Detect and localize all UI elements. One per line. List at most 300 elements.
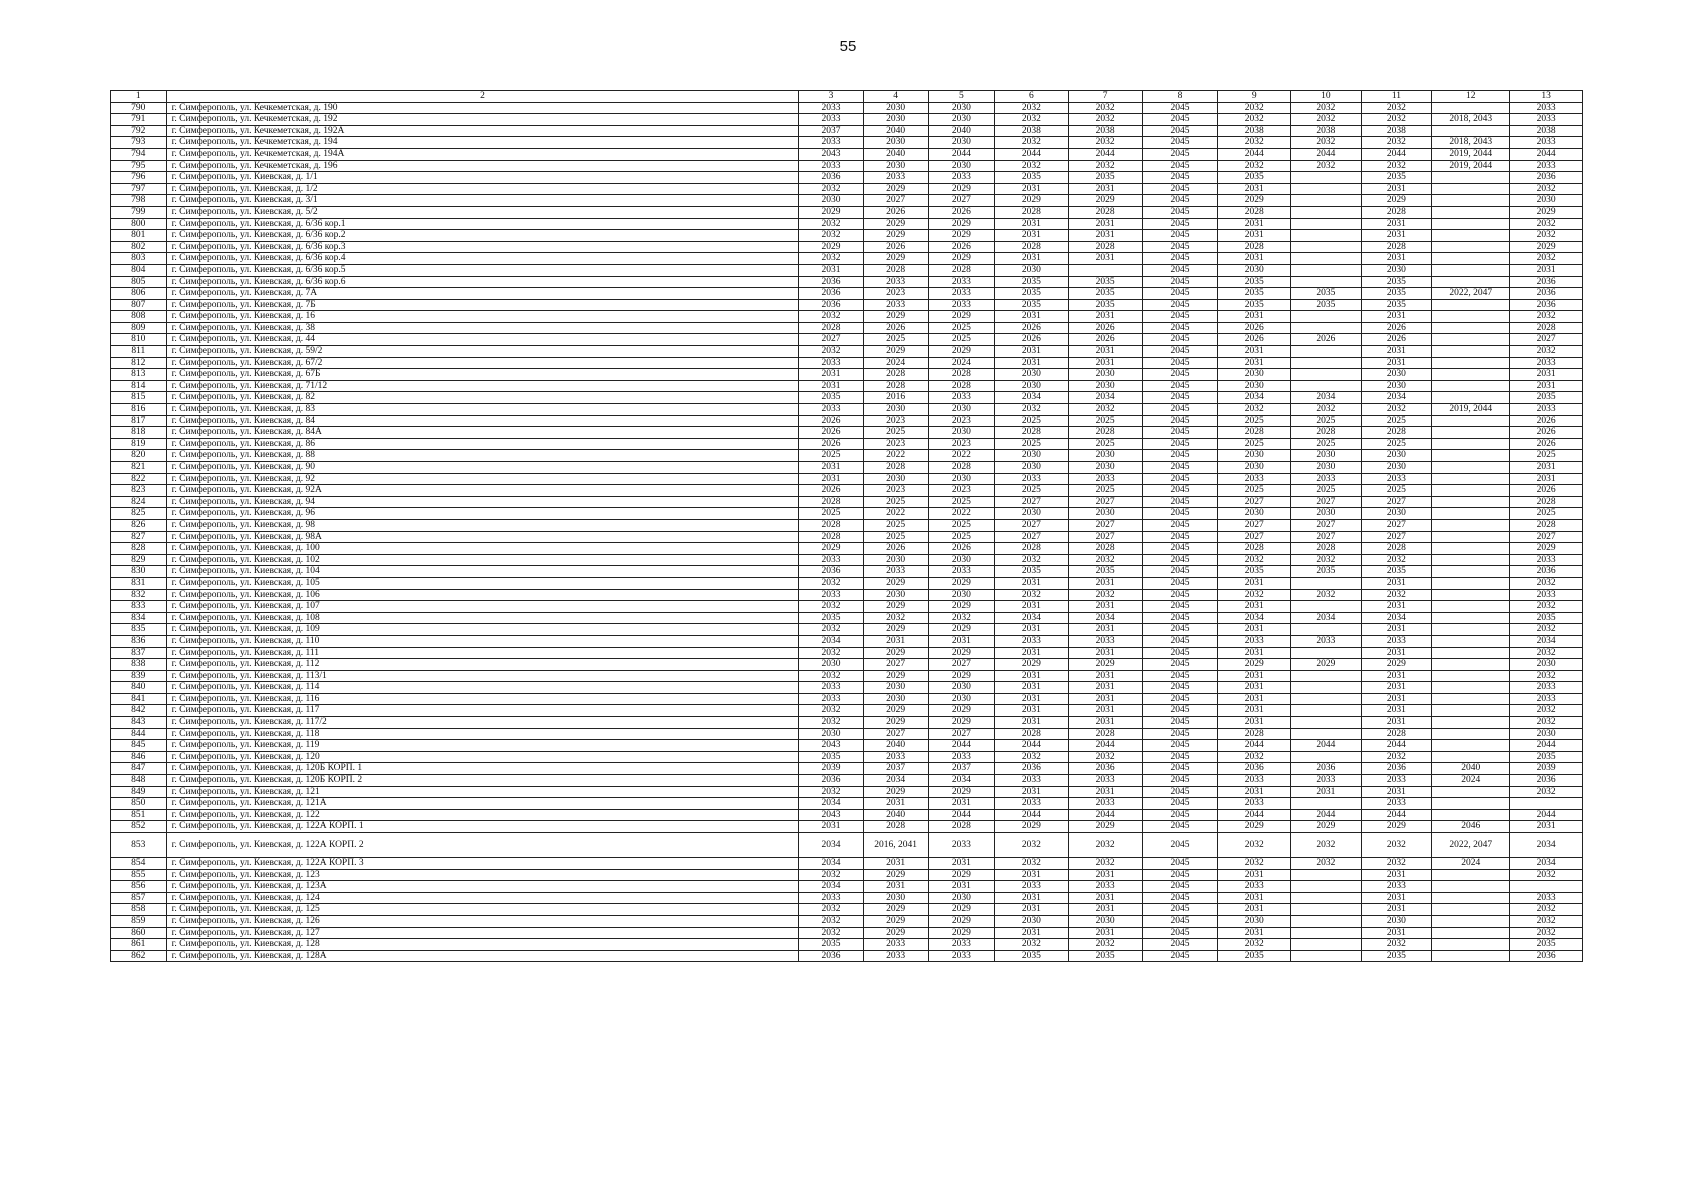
address-cell: г. Симферополь, ул. Киевская, д. 118 xyxy=(166,728,799,740)
year-cell xyxy=(1291,798,1362,810)
year-cell: 2035 xyxy=(799,392,863,404)
table-row xyxy=(111,369,1583,381)
year-cell: 2030 xyxy=(995,508,1069,520)
year-cell xyxy=(1432,693,1510,705)
address-cell: г. Симферополь, ул. Киевская, д. 127 xyxy=(166,927,799,939)
year-cell: 2033 xyxy=(1068,635,1142,647)
row-number-cell: 795 xyxy=(111,160,167,172)
address-cell: г. Симферополь, ул. Киевская, д. 114 xyxy=(166,682,799,694)
row-number-cell: 806 xyxy=(111,288,167,300)
table-row xyxy=(111,450,1583,462)
year-cell: 2027 xyxy=(863,195,928,207)
year-cell: 2029 xyxy=(863,786,928,798)
year-cell xyxy=(1291,717,1362,729)
table-row xyxy=(111,589,1583,601)
table-row xyxy=(111,137,1583,149)
year-cell: 2040 xyxy=(928,125,994,137)
table-row xyxy=(111,322,1583,334)
year-cell: 2033 xyxy=(799,102,863,114)
year-cell xyxy=(1432,102,1510,114)
year-cell: 2035 xyxy=(1218,288,1291,300)
year-cell: 2030 xyxy=(928,554,994,566)
year-cell: 2044 xyxy=(928,809,994,821)
year-cell: 2033 xyxy=(928,392,994,404)
year-cell: 2028 xyxy=(1068,543,1142,555)
year-cell: 2032 xyxy=(1361,114,1432,126)
year-cell xyxy=(1432,519,1510,531)
table-row xyxy=(111,786,1583,798)
row-number-cell: 809 xyxy=(111,322,167,334)
table-row xyxy=(111,647,1583,659)
year-cell: 2030 xyxy=(995,380,1069,392)
year-cell: 2030 xyxy=(1068,462,1142,474)
year-cell: 2045 xyxy=(1142,496,1218,508)
year-cell: 2032 xyxy=(1510,927,1583,939)
year-cell: 2026 xyxy=(799,427,863,439)
year-cell: 2024 xyxy=(1432,858,1510,870)
table-row xyxy=(111,485,1583,497)
year-cell: 2030 xyxy=(1510,195,1583,207)
year-cell xyxy=(1432,299,1510,311)
year-cell: 2045 xyxy=(1142,531,1218,543)
year-cell: 2036 xyxy=(1510,276,1583,288)
address-cell: г. Симферополь, ул. Киевская, д. 6/36 кор.5 xyxy=(166,264,799,276)
year-cell: 2030 xyxy=(1218,915,1291,927)
year-cell: 2026 xyxy=(1510,485,1583,497)
year-cell: 2044 xyxy=(1510,148,1583,160)
row-number-cell: 849 xyxy=(111,786,167,798)
year-cell: 2030 xyxy=(1218,508,1291,520)
year-cell: 2032 xyxy=(1510,915,1583,927)
address-cell: г. Симферополь, ул. Киевская, д. 1/2 xyxy=(166,183,799,195)
year-cell: 2033 xyxy=(799,892,863,904)
address-cell: г. Симферополь, ул. Киевская, д. 128А xyxy=(166,950,799,962)
table-row xyxy=(111,334,1583,346)
year-cell: 2033 xyxy=(1510,137,1583,149)
year-cell: 2031 xyxy=(995,869,1069,881)
year-cell: 2030 xyxy=(1218,264,1291,276)
year-cell: 2029 xyxy=(928,624,994,636)
year-cell xyxy=(1432,717,1510,729)
year-cell: 2022 xyxy=(928,508,994,520)
address-cell: г. Симферополь, ул. Киевская, д. 123А xyxy=(166,881,799,893)
year-cell: 2032 xyxy=(1291,554,1362,566)
year-cell: 2031 xyxy=(1218,357,1291,369)
table-row xyxy=(111,740,1583,752)
year-cell: 2030 xyxy=(928,473,994,485)
year-cell: 2045 xyxy=(1142,717,1218,729)
year-cell: 2035 xyxy=(1068,950,1142,962)
year-cell: 2031 xyxy=(1361,693,1432,705)
year-cell: 2033 xyxy=(928,833,994,858)
year-cell: 2028 xyxy=(863,264,928,276)
year-cell: 2035 xyxy=(995,288,1069,300)
year-cell xyxy=(1291,904,1362,916)
year-cell: 2045 xyxy=(1142,775,1218,787)
row-number-cell: 801 xyxy=(111,230,167,242)
address-cell: г. Симферополь, ул. Киевская, д. 108 xyxy=(166,612,799,624)
year-cell: 2033 xyxy=(1068,881,1142,893)
row-number-cell: 843 xyxy=(111,717,167,729)
year-cell: 2035 xyxy=(995,566,1069,578)
year-cell: 2032 xyxy=(1361,404,1432,416)
year-cell xyxy=(1432,438,1510,450)
year-cell: 2034 xyxy=(1068,612,1142,624)
year-cell: 2045 xyxy=(1142,915,1218,927)
row-number-cell: 858 xyxy=(111,904,167,916)
year-cell: 2026 xyxy=(1510,438,1583,450)
year-cell: 2045 xyxy=(1142,601,1218,613)
year-cell: 2024 xyxy=(863,357,928,369)
year-cell: 2033 xyxy=(1510,357,1583,369)
year-cell: 2035 xyxy=(1068,288,1142,300)
address-cell: г. Симферополь, ул. Киевская, д. 112 xyxy=(166,659,799,671)
year-cell: 2026 xyxy=(863,241,928,253)
year-cell xyxy=(1291,172,1362,184)
year-cell: 2028 xyxy=(1218,206,1291,218)
year-cell: 2033 xyxy=(1218,775,1291,787)
year-cell: 2034 xyxy=(799,881,863,893)
year-cell: 2032 xyxy=(799,253,863,265)
year-cell: 2032 xyxy=(799,717,863,729)
year-cell: 2036 xyxy=(799,566,863,578)
address-cell: г. Симферополь, ул. Киевская, д. 6/36 кор.2 xyxy=(166,230,799,242)
year-cell: 2045 xyxy=(1142,763,1218,775)
year-cell: 2045 xyxy=(1142,334,1218,346)
year-cell: 2032 xyxy=(799,346,863,358)
year-cell: 2029 xyxy=(995,659,1069,671)
year-cell: 2035 xyxy=(1218,566,1291,578)
year-cell: 2029 xyxy=(995,821,1069,833)
row-number-cell: 840 xyxy=(111,682,167,694)
year-cell: 2033 xyxy=(863,172,928,184)
year-cell xyxy=(1432,659,1510,671)
year-cell: 2040 xyxy=(1432,763,1510,775)
year-cell: 2031 xyxy=(1510,462,1583,474)
address-cell: г. Симферополь, ул. Киевская, д. 38 xyxy=(166,322,799,334)
year-cell: 2028 xyxy=(1361,427,1432,439)
year-cell xyxy=(1432,357,1510,369)
year-cell: 2044 xyxy=(1068,740,1142,752)
year-cell: 2035 xyxy=(1218,299,1291,311)
row-number-cell: 816 xyxy=(111,404,167,416)
year-cell: 2034 xyxy=(1361,612,1432,624)
address-cell: г. Симферополь, ул. Киевская, д. 122А КОРП. 2 xyxy=(166,833,799,858)
year-cell xyxy=(1432,276,1510,288)
year-cell xyxy=(1432,450,1510,462)
year-cell: 2030 xyxy=(995,462,1069,474)
year-cell: 2045 xyxy=(1142,927,1218,939)
year-cell: 2030 xyxy=(1291,462,1362,474)
address-cell: г. Симферополь, ул. Киевская, д. 83 xyxy=(166,404,799,416)
year-cell: 2032 xyxy=(799,647,863,659)
year-cell: 2031 xyxy=(1068,346,1142,358)
year-cell: 2035 xyxy=(1068,276,1142,288)
year-cell xyxy=(1291,311,1362,323)
year-cell: 2031 xyxy=(799,369,863,381)
year-cell: 2027 xyxy=(863,728,928,740)
year-cell: 2032 xyxy=(1361,554,1432,566)
year-cell xyxy=(1432,589,1510,601)
row-number-cell: 844 xyxy=(111,728,167,740)
year-cell: 2031 xyxy=(799,821,863,833)
year-cell xyxy=(1432,206,1510,218)
table-row xyxy=(111,939,1583,951)
row-number-cell: 851 xyxy=(111,809,167,821)
year-cell: 2032 xyxy=(1068,554,1142,566)
address-cell: г. Симферополь, ул. Киевская, д. 120 xyxy=(166,751,799,763)
year-cell: 2027 xyxy=(799,334,863,346)
year-cell: 2027 xyxy=(1361,519,1432,531)
year-cell: 2030 xyxy=(1068,450,1142,462)
year-cell: 2043 xyxy=(799,740,863,752)
year-cell xyxy=(1291,705,1362,717)
year-cell: 2032 xyxy=(1510,869,1583,881)
row-number-cell: 796 xyxy=(111,172,167,184)
year-cell: 2045 xyxy=(1142,624,1218,636)
year-cell: 2030 xyxy=(1361,369,1432,381)
year-cell: 2033 xyxy=(1068,775,1142,787)
year-cell: 2025 xyxy=(1068,438,1142,450)
year-cell: 2029 xyxy=(1510,206,1583,218)
year-cell xyxy=(1432,334,1510,346)
year-cell: 2031 xyxy=(995,892,1069,904)
year-cell: 2032 xyxy=(1510,624,1583,636)
year-cell: 2035 xyxy=(1068,566,1142,578)
year-cell: 2033 xyxy=(1361,775,1432,787)
table-row xyxy=(111,624,1583,636)
year-cell: 2031 xyxy=(1361,577,1432,589)
year-cell: 2029 xyxy=(863,253,928,265)
table-row xyxy=(111,253,1583,265)
year-cell: 2032 xyxy=(995,833,1069,858)
year-cell: 2031 xyxy=(1218,601,1291,613)
year-cell: 2045 xyxy=(1142,241,1218,253)
year-cell: 2029 xyxy=(928,904,994,916)
address-cell: г. Симферополь, ул. Киевская, д. 117 xyxy=(166,705,799,717)
year-cell: 2036 xyxy=(799,172,863,184)
table-row xyxy=(111,392,1583,404)
table-row xyxy=(111,577,1583,589)
year-cell: 2037 xyxy=(799,125,863,137)
year-cell: 2031 xyxy=(1361,904,1432,916)
year-cell: 2027 xyxy=(1291,531,1362,543)
year-cell xyxy=(1432,798,1510,810)
year-cell: 2032 xyxy=(1068,939,1142,951)
year-cell: 2033 xyxy=(1218,473,1291,485)
year-cell: 2029 xyxy=(863,577,928,589)
year-cell xyxy=(1432,612,1510,624)
year-cell: 2031 xyxy=(1361,927,1432,939)
year-cell: 2033 xyxy=(799,137,863,149)
row-number-cell: 822 xyxy=(111,473,167,485)
address-cell: г. Симферополь, ул. Киевская, д. 106 xyxy=(166,589,799,601)
year-cell: 2045 xyxy=(1142,670,1218,682)
year-cell: 2045 xyxy=(1142,858,1218,870)
address-cell: г. Симферополь, ул. Киевская, д. 98 xyxy=(166,519,799,531)
year-cell: 2040 xyxy=(863,809,928,821)
year-cell xyxy=(1291,264,1362,276)
year-cell: 2033 xyxy=(1218,881,1291,893)
year-cell: 2031 xyxy=(1068,892,1142,904)
year-cell: 2031 xyxy=(1361,346,1432,358)
address-cell: г. Симферополь, ул. Киевская, д. 124 xyxy=(166,892,799,904)
address-cell: г. Симферополь, ул. Киевская, д. 104 xyxy=(166,566,799,578)
row-number-cell: 812 xyxy=(111,357,167,369)
year-cell: 2031 xyxy=(1218,230,1291,242)
year-cell: 2016, 2041 xyxy=(863,833,928,858)
year-cell: 2034 xyxy=(1291,392,1362,404)
address-cell: г. Симферополь, ул. Киевская, д. 84А xyxy=(166,427,799,439)
year-cell: 2033 xyxy=(995,635,1069,647)
year-cell: 2033 xyxy=(863,276,928,288)
year-cell: 2045 xyxy=(1142,869,1218,881)
header-row xyxy=(111,91,1583,103)
address-cell: г. Симферополь, ул. Киевская, д. 123 xyxy=(166,869,799,881)
year-cell: 2031 xyxy=(1361,183,1432,195)
year-cell: 2019, 2044 xyxy=(1432,404,1510,416)
table-row xyxy=(111,693,1583,705)
year-cell: 2032 xyxy=(863,612,928,624)
year-cell: 2045 xyxy=(1142,380,1218,392)
year-cell: 2025 xyxy=(1291,438,1362,450)
year-cell: 2032 xyxy=(799,183,863,195)
address-cell: г. Симферополь, ул. Киевская, д. 90 xyxy=(166,462,799,474)
year-cell: 2029 xyxy=(863,869,928,881)
table-row xyxy=(111,473,1583,485)
year-cell: 2025 xyxy=(928,322,994,334)
year-cell: 2026 xyxy=(1218,334,1291,346)
year-cell: 2045 xyxy=(1142,392,1218,404)
year-cell: 2029 xyxy=(799,241,863,253)
year-cell xyxy=(1291,230,1362,242)
page-number: 55 xyxy=(839,38,857,55)
year-cell: 2027 xyxy=(1218,531,1291,543)
year-cell: 2029 xyxy=(1218,821,1291,833)
year-cell: 2026 xyxy=(995,334,1069,346)
year-cell: 2031 xyxy=(1510,264,1583,276)
year-cell: 2032 xyxy=(1218,751,1291,763)
year-cell: 2025 xyxy=(863,496,928,508)
year-cell: 2031 xyxy=(1068,717,1142,729)
year-cell: 2026 xyxy=(928,543,994,555)
year-cell: 2031 xyxy=(1068,577,1142,589)
year-cell: 2032 xyxy=(799,904,863,916)
year-cell: 2028 xyxy=(928,462,994,474)
year-cell: 2031 xyxy=(1218,927,1291,939)
year-cell: 2045 xyxy=(1142,160,1218,172)
address-cell: г. Симферополь, ул. Киевская, д. 96 xyxy=(166,508,799,520)
table-row xyxy=(111,415,1583,427)
year-cell: 2029 xyxy=(1218,195,1291,207)
year-cell: 2031 xyxy=(1218,183,1291,195)
year-cell: 2044 xyxy=(928,148,994,160)
year-cell: 2045 xyxy=(1142,415,1218,427)
year-cell: 2034 xyxy=(928,775,994,787)
year-cell: 2035 xyxy=(1218,950,1291,962)
address-cell: г. Симферополь, ул. Кечкеметская, д. 194А xyxy=(166,148,799,160)
year-cell: 2044 xyxy=(1291,740,1362,752)
table-row xyxy=(111,950,1583,962)
row-number-cell: 791 xyxy=(111,114,167,126)
year-cell: 2044 xyxy=(1291,148,1362,160)
year-cell: 2030 xyxy=(1068,369,1142,381)
year-cell: 2030 xyxy=(863,554,928,566)
year-cell: 2036 xyxy=(799,775,863,787)
row-number-cell: 857 xyxy=(111,892,167,904)
year-cell: 2031 xyxy=(1361,717,1432,729)
year-cell: 2045 xyxy=(1142,172,1218,184)
year-cell: 2033 xyxy=(863,751,928,763)
row-number-cell: 817 xyxy=(111,415,167,427)
year-cell: 2032 xyxy=(1291,160,1362,172)
column-header-2: 2 xyxy=(166,91,799,103)
year-cell: 2033 xyxy=(1361,798,1432,810)
year-cell: 2027 xyxy=(1218,519,1291,531)
address-cell: г. Симферополь, ул. Кечкеметская, д. 192А xyxy=(166,125,799,137)
row-number-cell: 855 xyxy=(111,869,167,881)
year-cell: 2032 xyxy=(799,927,863,939)
year-cell: 2031 xyxy=(995,647,1069,659)
year-cell xyxy=(1432,939,1510,951)
year-cell: 2032 xyxy=(995,102,1069,114)
row-number-cell: 824 xyxy=(111,496,167,508)
row-number-cell: 823 xyxy=(111,485,167,497)
year-cell: 2027 xyxy=(928,195,994,207)
year-cell: 2036 xyxy=(799,276,863,288)
year-cell: 2033 xyxy=(1361,881,1432,893)
year-cell: 2029 xyxy=(863,346,928,358)
year-cell: 2019, 2044 xyxy=(1432,160,1510,172)
year-cell: 2029 xyxy=(1510,241,1583,253)
year-cell xyxy=(1432,195,1510,207)
year-cell xyxy=(1291,380,1362,392)
year-cell: 2030 xyxy=(863,160,928,172)
year-cell: 2031 xyxy=(1361,311,1432,323)
row-number-cell: 807 xyxy=(111,299,167,311)
year-cell: 2032 xyxy=(1510,577,1583,589)
year-cell: 2033 xyxy=(1068,473,1142,485)
year-cell: 2030 xyxy=(928,693,994,705)
year-cell: 2031 xyxy=(1218,682,1291,694)
year-cell: 2045 xyxy=(1142,206,1218,218)
year-cell xyxy=(1432,554,1510,566)
row-number-cell: 845 xyxy=(111,740,167,752)
year-cell: 2044 xyxy=(1510,809,1583,821)
year-cell xyxy=(1432,577,1510,589)
table-row xyxy=(111,554,1583,566)
year-cell: 2034 xyxy=(995,392,1069,404)
year-cell: 2028 xyxy=(995,427,1069,439)
year-cell: 2031 xyxy=(1068,786,1142,798)
year-cell: 2031 xyxy=(1218,577,1291,589)
row-number-cell: 835 xyxy=(111,624,167,636)
year-cell xyxy=(1432,427,1510,439)
year-cell: 2026 xyxy=(928,206,994,218)
row-number-cell: 810 xyxy=(111,334,167,346)
year-cell: 2032 xyxy=(1068,404,1142,416)
year-cell xyxy=(1432,462,1510,474)
year-cell: 2028 xyxy=(1218,427,1291,439)
address-cell: г. Симферополь, ул. Киевская, д. 86 xyxy=(166,438,799,450)
year-cell: 2026 xyxy=(863,206,928,218)
year-cell xyxy=(1291,915,1362,927)
year-cell: 2032 xyxy=(1068,114,1142,126)
year-cell: 2030 xyxy=(863,114,928,126)
column-header-6: 6 xyxy=(995,91,1069,103)
year-cell: 2040 xyxy=(863,125,928,137)
year-cell: 2030 xyxy=(1361,915,1432,927)
